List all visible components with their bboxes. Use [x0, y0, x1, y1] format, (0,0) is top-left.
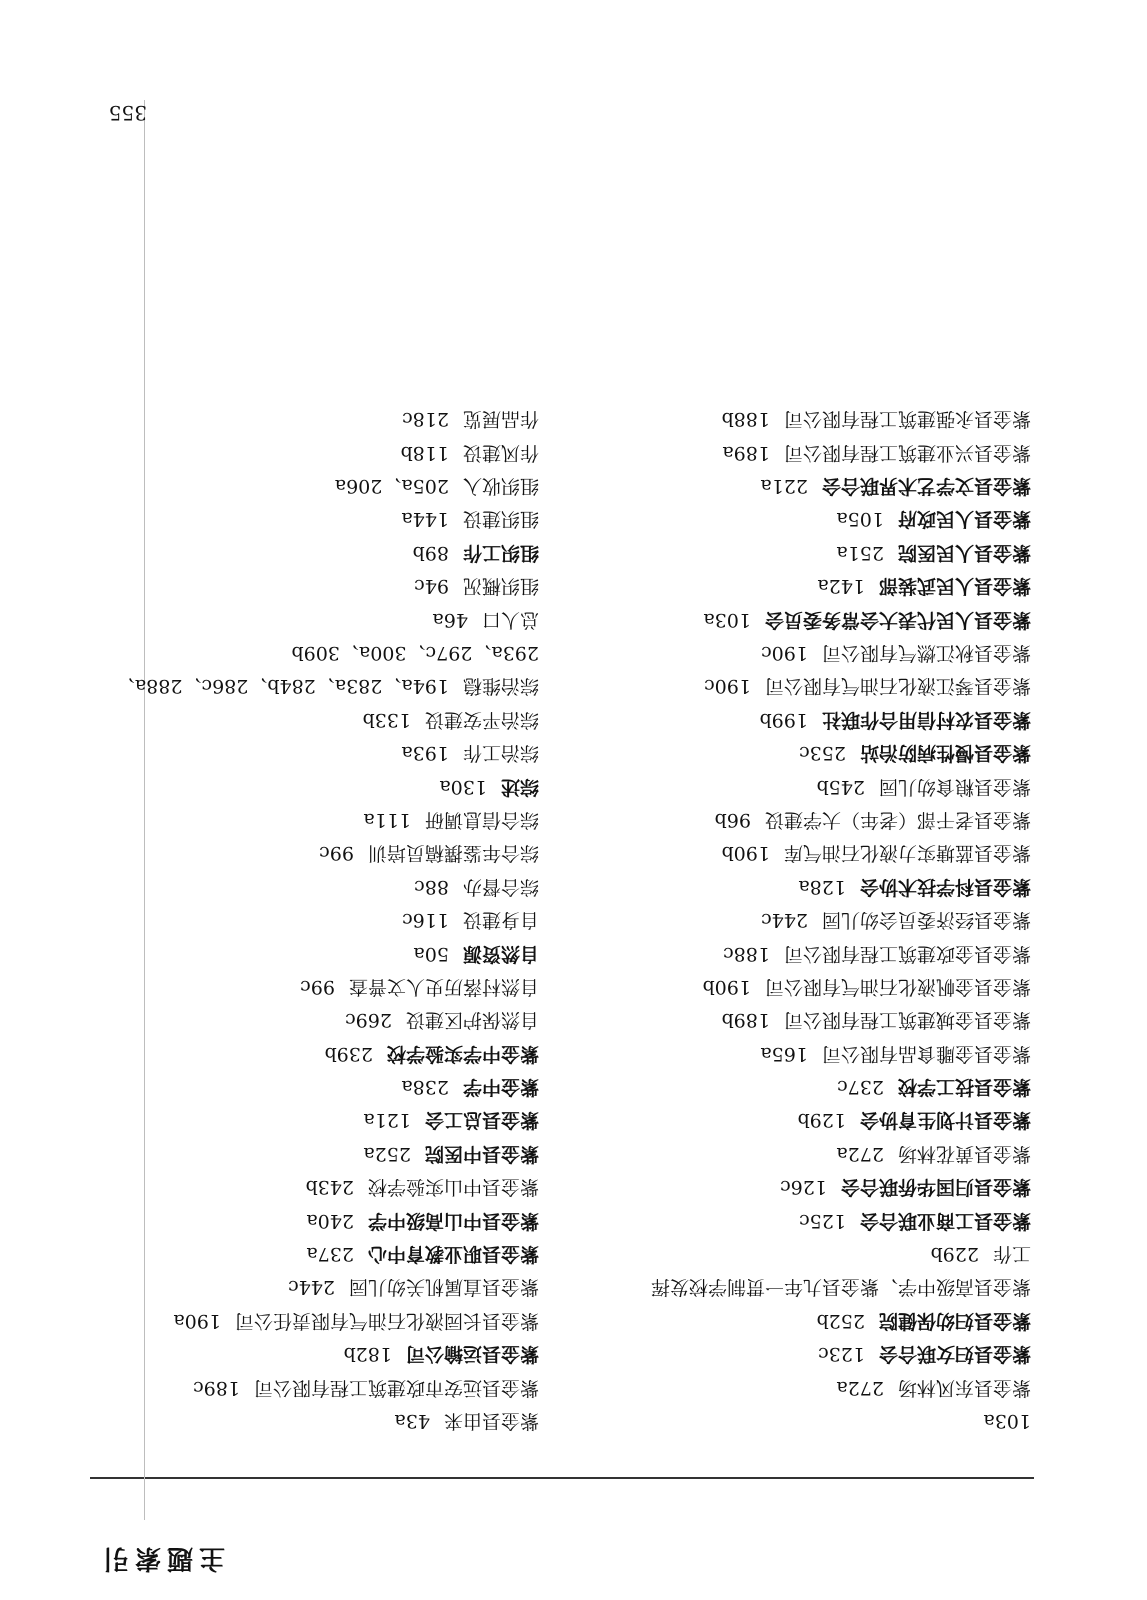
- index-term: 紫金县经济委员会幼儿园: [821, 909, 1031, 932]
- index-entry: [651, 1237, 1031, 1270]
- index-term: 紫金县人民政府: [897, 508, 1031, 531]
- index-entry: [116, 970, 539, 1003]
- index-term: 紫金县归国华侨联合会: [840, 1176, 1031, 1199]
- index-page-ref: 94c: [414, 575, 449, 598]
- index-term: 紫金县秋江燃气有限公司: [821, 642, 1031, 665]
- index-term: 紫金县人民武装部: [878, 575, 1031, 598]
- index-page-ref: 205a、206a: [334, 475, 449, 498]
- index-term: 作风建设: [462, 441, 539, 464]
- index-term: 293a、297c、300a、309b: [291, 642, 539, 665]
- index-entry: [651, 1136, 1031, 1169]
- index-term: 紫金县高级中学、紫金县九年一贯制学校发挥: [650, 1276, 1031, 1299]
- index-entry: [116, 769, 539, 802]
- index-entry: [116, 1303, 539, 1336]
- index-term: 自然资源: [462, 942, 539, 965]
- index-page-ref: 269c: [345, 1009, 392, 1032]
- index-term: 组织工作: [462, 541, 539, 564]
- index-page-ref: 121a: [363, 1109, 411, 1132]
- index-term: 组织概况: [462, 575, 539, 598]
- index-entry: [116, 1136, 539, 1169]
- index-entry: [651, 602, 1031, 635]
- index-column-right: [116, 402, 539, 1437]
- index-entry: [651, 903, 1031, 936]
- index-page-ref: 229b: [930, 1243, 979, 1266]
- index-page-ref: 190b: [721, 842, 770, 865]
- index-entry: [651, 1337, 1031, 1370]
- index-entry: [116, 469, 539, 502]
- index-term: 紫金县金帆液化石油气有限公司: [764, 975, 1031, 998]
- index-entry: [116, 836, 539, 869]
- index-term: 紫金县慢性病防治站: [859, 742, 1031, 765]
- index-entry: [116, 1203, 539, 1236]
- index-term: 综合信息调研: [424, 808, 539, 831]
- index-entry: [116, 903, 539, 936]
- index-entry: [116, 435, 539, 468]
- index-entry: [651, 702, 1031, 735]
- index-page-ref: 239b: [324, 1042, 373, 1065]
- index-entry: [651, 402, 1031, 435]
- index-page-ref: 243b: [305, 1176, 354, 1199]
- index-column-left: [651, 402, 1031, 1437]
- index-page-ref: 240a: [306, 1209, 354, 1232]
- index-entry: [116, 736, 539, 769]
- index-page-ref: 272a: [836, 1142, 884, 1165]
- index-term: 紫金县计划生育协会: [859, 1109, 1031, 1132]
- index-page-ref: 128a: [798, 875, 846, 898]
- index-entry: [651, 970, 1031, 1003]
- index-term: 自身建设: [462, 909, 539, 932]
- index-term: 紫金县永强建筑工程有限公司: [783, 408, 1031, 431]
- index-page-ref: 238a: [401, 1076, 449, 1099]
- index-page-ref: 103a: [703, 608, 751, 631]
- index-term: 自然保护区建设: [405, 1009, 539, 1032]
- index-page-ref: 237c: [837, 1076, 884, 1099]
- index-page-ref: 190b: [702, 975, 751, 998]
- index-page-ref: 199b: [759, 708, 808, 731]
- index-page-ref: 123c: [818, 1343, 865, 1366]
- index-term: 综合年鉴撰稿员培训: [367, 842, 539, 865]
- index-page-ref: 189b: [721, 1009, 770, 1032]
- index-term: 总人口: [481, 608, 539, 631]
- index-term: 紫金县直属机关幼儿园: [348, 1276, 539, 1299]
- index-entry: [116, 602, 539, 635]
- index-term: 紫金县妇女联合会: [878, 1343, 1031, 1366]
- index-term: 综治工作: [462, 742, 539, 765]
- index-page-ref: 189a: [722, 441, 770, 464]
- index-page-ref: 190c: [761, 642, 808, 665]
- index-entry: [651, 535, 1031, 568]
- index-page-ref: 244c: [761, 909, 808, 932]
- index-term: 紫金县金政建筑工程有限公司: [783, 942, 1031, 965]
- index-entry: [651, 1404, 1031, 1437]
- index-page-ref: 88c: [414, 875, 449, 898]
- index-term: 紫金县中山实验学校: [367, 1176, 539, 1199]
- index-entry: [651, 1070, 1031, 1103]
- index-entry: [116, 803, 539, 836]
- index-entry: [651, 1003, 1031, 1036]
- index-page-ref: 252b: [816, 1309, 865, 1332]
- index-page-ref: 253c: [799, 742, 846, 765]
- index-page-ref: 43a: [394, 1410, 430, 1432]
- index-page-ref: 272a: [836, 1376, 884, 1399]
- index-entry: [116, 702, 539, 735]
- index-page-ref: 144a: [401, 508, 449, 531]
- running-header-title: 主题索引: [96, 1543, 225, 1573]
- index-term: 紫金县科学技术协会: [859, 875, 1031, 898]
- index-page-ref: 99c: [300, 975, 335, 998]
- index-entry: [651, 803, 1031, 836]
- index-term: 工作: [992, 1243, 1031, 1266]
- index-entry: [116, 869, 539, 902]
- index-page-ref: 165a: [760, 1042, 808, 1065]
- index-entry: [116, 1003, 539, 1036]
- index-page-ref: 190a: [173, 1309, 221, 1332]
- index-entry: [116, 1270, 539, 1303]
- index-term: 紫金县蓝塘实力液化石油气库: [783, 842, 1031, 865]
- index-term: 综治维稳: [462, 675, 539, 698]
- index-page-ref: 251a: [836, 541, 884, 564]
- index-term: 紫金中学: [462, 1076, 539, 1099]
- index-page-ref: 126c: [780, 1176, 827, 1199]
- index-term: 综合督办: [462, 875, 539, 898]
- index-entry: [651, 435, 1031, 468]
- index-page-ref: 105a: [836, 508, 884, 531]
- index-term: 紫金县琴江液化石油气有限公司: [764, 675, 1031, 698]
- index-entry: [116, 1370, 539, 1403]
- index-entry: [116, 936, 539, 969]
- index-entry: [116, 569, 539, 602]
- index-entry: [651, 769, 1031, 802]
- index-page-ref: 129b: [797, 1109, 846, 1132]
- index-page-ref: 116c: [402, 909, 449, 932]
- index-page-ref: 237a: [306, 1243, 354, 1266]
- index-term: 紫金中学实验学校: [386, 1042, 539, 1065]
- index-entry: [651, 736, 1031, 769]
- index-entry: [116, 1103, 539, 1136]
- index-entry: [116, 1170, 539, 1203]
- index-entry: [651, 1203, 1031, 1236]
- index-entry: [116, 1237, 539, 1270]
- index-term: 紫金县粮食幼儿园: [878, 775, 1031, 798]
- index-page-ref: 244c: [288, 1276, 335, 1299]
- index-term: 103a: [983, 1410, 1031, 1432]
- index-term: 紫金县东风林场: [897, 1376, 1031, 1399]
- index-page-ref: 118b: [400, 441, 449, 464]
- index-term: 紫金县工商业联合会: [859, 1209, 1031, 1232]
- index-page-ref: 193a: [401, 742, 449, 765]
- index-term: 紫金县人民代表大会常务委员会: [764, 608, 1031, 631]
- index-entry: [651, 1370, 1031, 1403]
- index-term: 紫金县人民医院: [897, 541, 1031, 564]
- index-entry: [651, 669, 1031, 702]
- index-page-ref: 125c: [799, 1209, 846, 1232]
- index-entry: [116, 535, 539, 568]
- index-term: 紫金县金城建筑工程有限公司: [783, 1009, 1031, 1032]
- index-term: 综治平安建设: [424, 708, 539, 731]
- index-page-ref: 133b: [362, 708, 411, 731]
- index-entry: [116, 1404, 539, 1437]
- index-entry: [116, 402, 539, 435]
- index-page-ref: 188b: [721, 408, 770, 431]
- index-entry: [116, 636, 539, 669]
- index-term: 紫金县妇幼保健院: [878, 1309, 1031, 1332]
- index-page-ref: 46a: [432, 608, 468, 631]
- index-term: 紫金县中医院: [424, 1142, 539, 1165]
- index-term: 组织建设: [462, 508, 539, 531]
- index-entry: [116, 1036, 539, 1069]
- index-page-ref: 182b: [343, 1343, 392, 1366]
- index-term: 紫金县中山高级中学: [367, 1209, 539, 1232]
- index-entry: [651, 469, 1031, 502]
- index-term: 紫金县职业教育中心: [367, 1243, 539, 1266]
- index-page-ref: 218c: [402, 408, 449, 431]
- index-page-ref: 99c: [319, 842, 354, 865]
- index-page-ref: 50a: [413, 942, 449, 965]
- index-term: 紫金县农村信用合作联社: [821, 708, 1031, 731]
- index-entry: [116, 1337, 539, 1370]
- index-page-ref: 142a: [817, 575, 865, 598]
- index-page-ref: 190c: [704, 675, 751, 698]
- index-entry: [651, 1170, 1031, 1203]
- index-entry: [651, 1303, 1031, 1336]
- index-entry: [651, 936, 1031, 969]
- index-entry: [651, 1103, 1031, 1136]
- index-page-ref: 89b: [412, 541, 449, 564]
- index-term: 紫金县金雕食品有限公司: [821, 1042, 1031, 1065]
- index-term: 紫金县由来: [443, 1410, 539, 1432]
- index-term: 自然村落历史人文普查: [348, 975, 539, 998]
- index-page-ref: 245b: [816, 775, 865, 798]
- index-term: 紫金县总工会: [424, 1109, 539, 1132]
- index-page-ref: 221a: [760, 475, 808, 498]
- index-term: 紫金县远安市政建筑工程有限公司: [253, 1376, 539, 1399]
- index-entry: [651, 569, 1031, 602]
- index-entry: [651, 502, 1031, 535]
- index-entry: [116, 502, 539, 535]
- index-page-ref: 189c: [193, 1376, 240, 1399]
- index-entry: [116, 669, 539, 702]
- index-page-ref: 96b: [714, 808, 751, 831]
- index-page-ref: 194a、283a、284b、286c、288a、: [115, 675, 449, 698]
- index-term: 紫金县兴业建筑工程有限公司: [783, 441, 1031, 464]
- index-term: 紫金县运输公司: [405, 1343, 539, 1366]
- index-entry: [116, 1070, 539, 1103]
- header-rule: [90, 1477, 1034, 1479]
- index-entry: [651, 1270, 1031, 1303]
- index-term: 紫金县老干部（老年）大学建设: [764, 808, 1031, 831]
- page-number: 355: [108, 101, 147, 125]
- index-term: 紫金县黄花林场: [897, 1142, 1031, 1165]
- index-entry: [651, 869, 1031, 902]
- index-term: 组织收入: [462, 475, 539, 498]
- index-entry: [651, 1036, 1031, 1069]
- index-entry: [651, 636, 1031, 669]
- index-page-ref: 188c: [723, 942, 770, 965]
- index-term: 紫金县长园液化石油气有限责任公司: [234, 1309, 539, 1332]
- index-page-ref: 111a: [363, 808, 411, 831]
- index-term: 紫金县技工学校: [897, 1076, 1031, 1099]
- index-term: 紫金县文学艺术界联合会: [821, 475, 1031, 498]
- index-term: 综述: [500, 775, 539, 798]
- index-page-ref: 130a: [439, 775, 487, 798]
- index-entry: [651, 836, 1031, 869]
- index-term: 作品展览: [462, 408, 539, 431]
- index-page-ref: 252a: [363, 1142, 411, 1165]
